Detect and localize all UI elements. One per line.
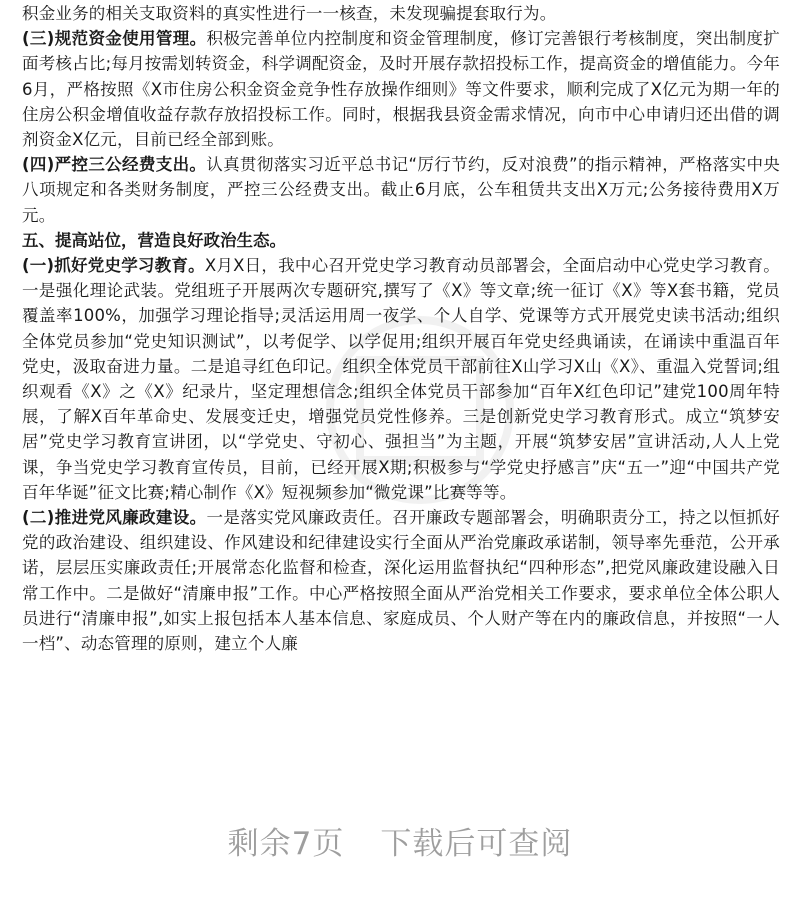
- subsection-heading: (二)推进党风廉政建设。: [22, 508, 207, 528]
- paragraph-text: 认真贯彻落实习近平总书记“厉行节约，反对浪费”的指示精神，严格落实中央八项规定和各类财务制度，严控三公经费支出。截止6月底，公车租赁共支出X万元;公务接待费用X万元。: [22, 155, 780, 225]
- paragraph-expense-control: [22, 152, 780, 228]
- paragraph-text: 一是落实党风廉政责任。召开廉政专题部署会，明确职责分工，持之以恒抓好党的政治建设、组织建设、作风建设和纪律建设实行全面从严治党廉政承诺制，领导率先垂范，公开承诺，层层压实廉政责任;开展常态化监督和检查，深化运用监督执纪“四种形态”,把党风廉政建设融入日常工作中。二是做好“清廉申报”工作。中心严格按照全面从严治党相关工作要求，要求单位全体公职人员进行“清廉申报”,如实上报包括本人基本信息、家庭成员、个人财产等在内的廉政信息，并按照“一人一档”、动态管理的原则，建立个人廉: [22, 508, 780, 654]
- remaining-pages-text: 剩余7页: [227, 826, 345, 862]
- subsection-heading: (四)严控三公经费支出。: [22, 155, 207, 175]
- paragraph-party-history: [22, 253, 780, 505]
- paragraph-text: 积金业务的相关支取资料的真实性进行一一核查，未发现骗提套取行为。: [22, 4, 557, 23]
- document-body: [22, 0, 780, 656]
- paragraph-integrity: [22, 505, 780, 656]
- paragraph-text: X月X日，我中心召开党史学习教育动员部署会，全面启动中心党史学习教育。一是强化理论武装。党组班子开展两次专题研究,撰写了《X》等文章;统一征订《X》等X套书籍，党员覆盖率100%，加强学习理论指导;灵活运用周一夜学、个人自学、党课等方式开展党史读书活动;组织全体党员参加“党史知识测试”，以考促学、以学促用;组织开展百年党史经典诵读，在诵读中重温百年党史，汲取奋进力量。二是追寻红色印记。组织全体党员干部前往X山学习X山《X》、重温入党誓词;组织观看《X》之《X》纪录片，坚定理想信念;组织全体党员干部参加“百年X红色印记”建党100周年特展，了解X百年革命史、发展变迁史，增强党员党性修养。三是创新党史学习教育形式。成立“筑梦安居”党史学习教育宣讲团，以“学党史、守初心、强担当”为主题，开展“筑梦安居”宣讲活动,人人上党课，争当党史学习教育宣传员，目前，已经开展X期;积极参与“学党史抒感言”庆“五一”迎“中国共产党百年华诞”征文比赛;精心制作《X》短视频参加“微党课”比赛等等。: [22, 256, 781, 502]
- download-prompt[interactable]: [0, 818, 800, 863]
- download-hint-text: 下载后可查阅: [380, 826, 573, 862]
- paragraph-fund-management: [22, 26, 780, 152]
- section-heading: 五、提高站位，营造良好政治生态。: [22, 230, 286, 250]
- subsection-heading: (一)抓好党史学习教育。: [22, 256, 205, 276]
- paragraph-text: 积极完善单位内控制度和资金管理制度，修订完善银行考核制度，突出制度扩面考核占比;每月按需划转资金，科学调配资金，及时开展存款招投标工作，提高资金的增值能力。今年6月，严格按照《X市住房公积金资金竞争性存放操作细则》等文件要求，顺利完成了X亿元为期一年的住房公积金增值收益存款存放招投标工作。同时，根据我县资金需求情况，向市中心申请归还出借的调剂资金X亿元，目前已经全部到账。: [22, 29, 780, 150]
- paragraph-verification: [22, 1, 780, 26]
- subsection-heading: (三)规范资金使用管理。: [22, 29, 207, 49]
